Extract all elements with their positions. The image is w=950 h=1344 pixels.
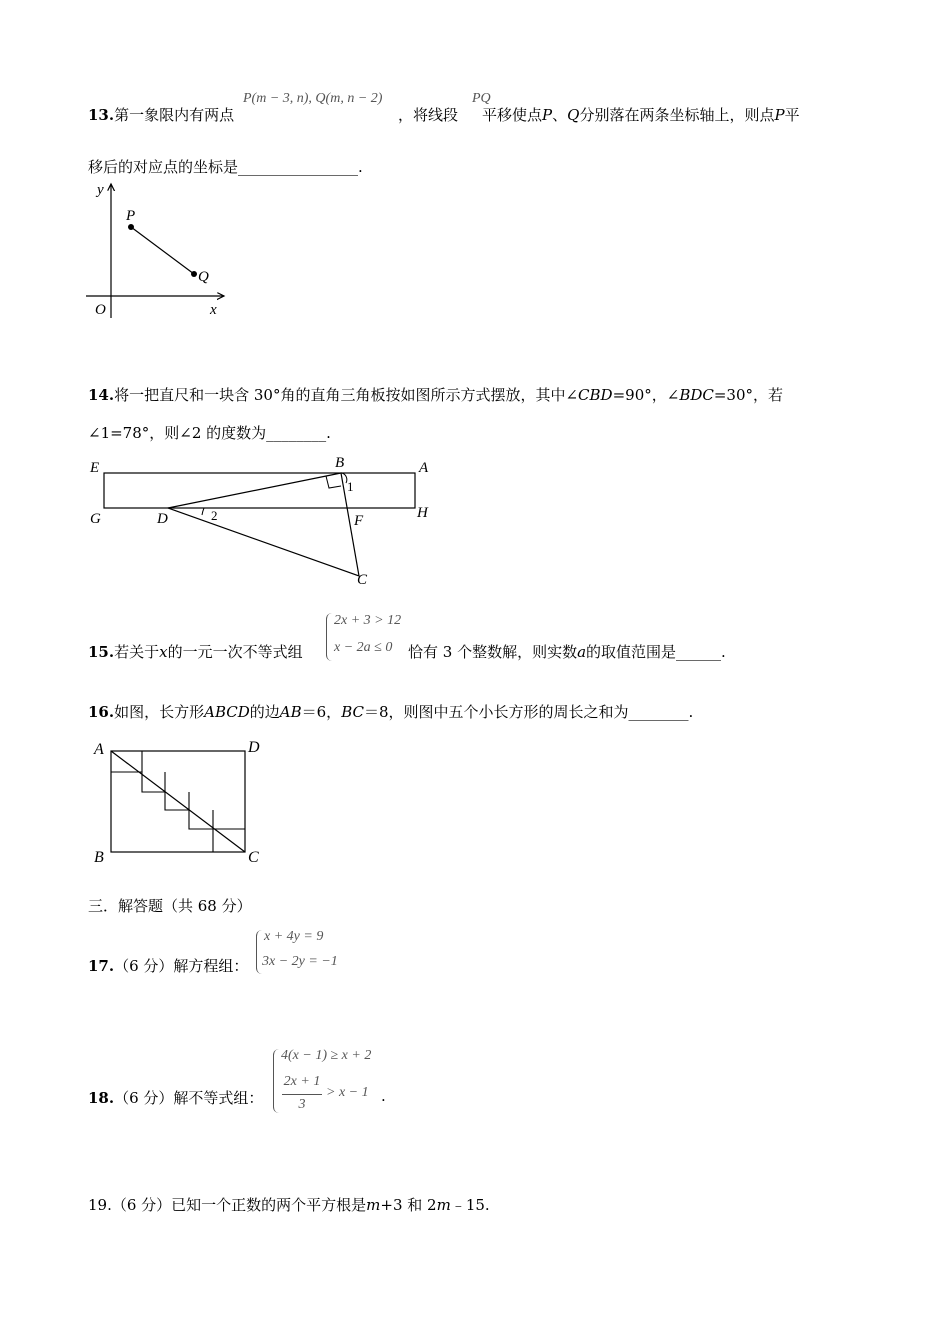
q13-point-p2: P: [774, 106, 785, 124]
q16-bc: BC: [341, 703, 364, 721]
y-axis-label: y: [97, 182, 104, 198]
q15-inequality-2: x − 2a ≤ 0: [334, 640, 393, 655]
q16-abcd: ABCD: [204, 703, 250, 721]
staircase-lower: [111, 772, 213, 852]
q13-text-e: 平: [784, 106, 800, 124]
q13-text-d: 分别落在两条坐标轴上，则点: [579, 106, 775, 124]
q18-fraction-numerator: 2x + 1: [283, 1074, 321, 1089]
q15-var-x: x: [159, 643, 168, 661]
q19-m1: m: [366, 1196, 381, 1214]
q13-sep: 、: [552, 106, 568, 124]
q13-line1-rest: [398, 104, 800, 125]
origin-label: O: [95, 302, 106, 318]
q13-number: 13.: [88, 106, 115, 124]
q19-line: [88, 1194, 490, 1215]
segment-pq: [131, 227, 194, 274]
q16-ab: AB: [279, 703, 302, 721]
q16-line: [88, 701, 693, 722]
q13-text-b: ，将线段: [398, 106, 459, 124]
q14-text-b: =90°，∠: [612, 386, 680, 404]
q13-coordinate-figure: [84, 178, 244, 323]
q19-text-b: +3 和 2: [380, 1196, 437, 1214]
q14-number: 14.: [88, 386, 115, 404]
q19-text-c: ﹣15.: [450, 1196, 490, 1214]
q16-text-d: ＝8，则图中五个小长方形的周长之和为________.: [363, 703, 694, 721]
point-p-dot: [128, 224, 134, 230]
q17-line: [88, 955, 248, 976]
q14-cbd: CBD: [578, 386, 613, 404]
q18-number: 18.: [88, 1089, 115, 1107]
q15-inequality-1: 2x + 3 > 12: [334, 613, 402, 628]
step-4: [213, 810, 245, 829]
ruler: [104, 473, 415, 508]
label-b: B: [335, 455, 345, 471]
angle2-arc: [202, 508, 204, 515]
q18-fraction-denominator: 3: [298, 1097, 306, 1112]
q14-bdc: BDC: [679, 386, 714, 404]
q16-text-c: ＝6，: [301, 703, 342, 721]
q13-line2: 移后的对应点的坐标是________________.: [88, 158, 363, 176]
label-b: B: [94, 849, 104, 866]
q14-text-c: =30°，若: [713, 386, 783, 404]
q17-equation-2: 3x − 2y = −1: [262, 954, 338, 969]
label-c: C: [357, 572, 368, 588]
q18-line: [88, 1087, 263, 1108]
p-label: P: [126, 208, 136, 224]
point-q-dot: [191, 271, 197, 277]
q18-end: .: [381, 1087, 386, 1105]
section-3-heading: 三．解答题（共 68 分）: [88, 897, 252, 915]
q16-text-b: 的边: [249, 703, 280, 721]
q16-rectangle-figure: [88, 734, 278, 869]
label-c: C: [248, 849, 259, 866]
q18-fraction-bar: [282, 1094, 322, 1095]
q13-segment-expression: PQ: [472, 91, 491, 106]
q15-line-a: [88, 641, 303, 662]
label-e: E: [90, 460, 100, 476]
label-d: D: [248, 739, 260, 756]
q18-inequality-1: 4(x − 1) ≥ x + 2: [281, 1048, 372, 1063]
triangle: [168, 473, 359, 576]
label-g: G: [90, 511, 101, 527]
q13-line1: [88, 104, 234, 125]
q18-text: （6 分）解不等式组：: [114, 1089, 264, 1107]
q17-equation-1: x + 4y = 9: [264, 929, 324, 944]
label-f: F: [354, 513, 364, 529]
q16-number: 16.: [88, 703, 115, 721]
label-a: A: [419, 460, 429, 476]
q13-text-a: 第一象限内有两点: [114, 106, 235, 124]
label-a: A: [94, 741, 104, 758]
q18-brace: [273, 1049, 279, 1113]
q15-text-b: 的一元一次不等式组: [167, 643, 303, 661]
q-label: Q: [198, 269, 209, 285]
q15-text-d: 的取值范围是______.: [586, 643, 726, 661]
q16-text-a: 如图，长方形: [114, 703, 205, 721]
diagonal-ac: [111, 751, 245, 852]
label-d: D: [157, 511, 168, 527]
q14-text-a: 将一把直尺和一块含 30°角的直角三角板按如图所示方式摆放，其中∠: [114, 386, 579, 404]
q15-line-b: [408, 641, 726, 662]
q15-brace: [326, 613, 332, 661]
right-angle-mark: [326, 476, 341, 488]
x-axis-label: x: [210, 302, 217, 318]
q17-number: 17.: [88, 957, 115, 975]
q19-m2: m: [436, 1196, 451, 1214]
angle2-label: 2: [211, 508, 218, 523]
q13-point-q: Q: [567, 106, 580, 124]
q15-text-a: 若关于: [114, 643, 160, 661]
angle1-label: 1: [347, 479, 354, 494]
q14-line2: ∠1=78°，则∠2 的度数为________.: [88, 424, 331, 442]
q15-text-c: 恰有 3 个整数解，则实数: [408, 643, 578, 661]
q15-number: 15.: [88, 643, 115, 661]
q13-points-expression: P(m − 3, n), Q(m, n − 2): [243, 91, 383, 106]
q14-line1: [88, 384, 783, 405]
q19-text-a: 19.（6 分）已知一个正数的两个平方根是: [88, 1196, 367, 1214]
q18-fraction-rest: > x − 1: [326, 1085, 369, 1100]
q17-text: （6 分）解方程组：: [114, 957, 249, 975]
q13-text-c: 平移使点: [482, 106, 543, 124]
q13-point-p: P: [542, 106, 553, 124]
q15-var-a: a: [577, 643, 587, 661]
label-h: H: [417, 505, 428, 521]
q14-ruler-triangle-figure: [84, 450, 444, 595]
